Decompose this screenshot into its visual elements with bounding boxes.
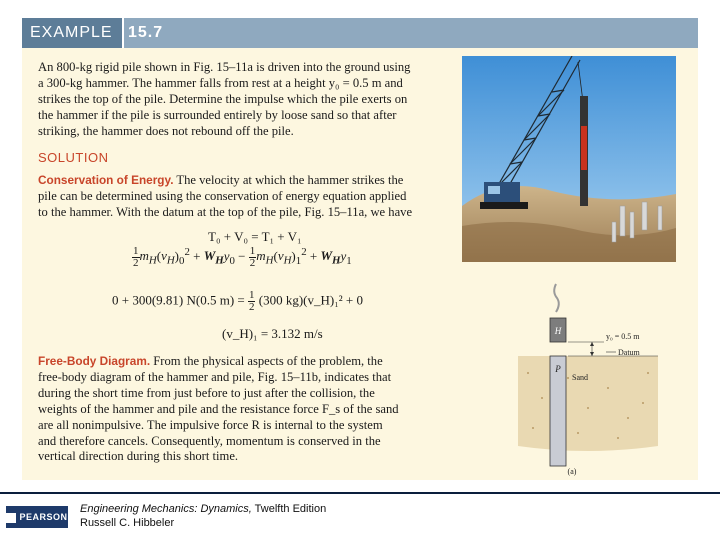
example-label: EXAMPLE (22, 18, 122, 48)
pile-diagram (508, 278, 708, 478)
fbd-line: vertical direction during this short time. (38, 449, 239, 464)
equation-velocity: (v_H)₁ = 3.132 m/s (222, 326, 323, 341)
example-number: 15.7 (124, 18, 698, 48)
pearson-logo-mark (6, 513, 16, 523)
book-title: Engineering Mechanics: Dynamics, (80, 503, 252, 515)
equation-right: (300 kg)(v_H)₁² + 0 (258, 292, 363, 308)
fbd-line: weights of the hammer and pile and the resistance force F_s of the sand (38, 401, 399, 416)
problem-line: striking, the hammer does not rebound off the pile. (38, 123, 294, 138)
publisher-name: PEARSON (19, 512, 68, 522)
fbd-line: and therefore cancels. Consequently, momentum is conserved in the (38, 433, 381, 448)
energy-heading: Conservation of Energy. (38, 173, 174, 187)
energy-line: pile can be determined using the conservation of energy equation applied (38, 188, 407, 203)
sand-label: Sand (572, 373, 588, 382)
hammer-label: H (554, 326, 562, 336)
footer-rule (0, 492, 720, 494)
height-label: y₀ = 0.5 m (606, 332, 640, 341)
fbd-paragraph (38, 354, 458, 465)
figure-caption: (a) (567, 467, 577, 476)
problem-line: the hammer if the pile is surrounded entirely by loose sand so that after (38, 107, 397, 122)
equation-energy-expanded: $\frac{1}{2}$ $m_H(v_H)_0^2 + W_Hy_0$ − $\frac{1}{2}$ $m_H(v_H)_1^2 + W_Hy_1$ (133, 245, 352, 269)
fbd-line: are all nonimpulsive. The impulsive force R is internal to the system (38, 417, 383, 432)
energy-paragraph (38, 173, 458, 221)
footer-citation (80, 502, 326, 530)
problem-line: a 300-kg hammer. The hammer falls from rest at a height y₀ = 0.5 m and (38, 75, 403, 90)
fbd-line: during the short time from just before to just after the collision, the (38, 385, 375, 400)
energy-line: The velocity at which the hammer strikes the (176, 173, 404, 187)
pile-driver-photo (462, 56, 676, 262)
book-author: Russell C. Hibbeler (80, 517, 175, 529)
energy-line: to the hammer. With the datum at the top of the pile, Fig. 15–11a, we have (38, 204, 413, 219)
book-edition: Twelfth Edition (251, 503, 327, 515)
equation-energy-numeric: 0 + 300(9.81) N(0.5 m) = $\frac{1}{2}$ (300 kg)(v_H)₁² + 0 (112, 289, 363, 313)
fbd-line: free-body diagram of the hammer and pile, Fig. 15–11b, indicates that (38, 369, 392, 384)
pile-label: P (555, 364, 561, 374)
fbd-heading: Free-Body Diagram. (38, 354, 151, 368)
problem-statement (38, 60, 458, 140)
solution-heading: SOLUTION (38, 150, 109, 165)
problem-line: strikes the top of the pile. Determine the impulse which the pile exerts on (38, 91, 408, 106)
datum-label: Datum (618, 348, 640, 357)
fbd-line: From the physical aspects of the problem, the (153, 354, 383, 368)
equation-energy: T₀ + V₀ = T₁ + V₁ (208, 229, 302, 244)
pearson-logo (6, 506, 68, 528)
example-header (22, 18, 698, 48)
problem-line: An 800-kg rigid pile shown in Fig. 15–11a is driven into the ground using (38, 60, 411, 74)
equation-left: 0 + 300(9.81) N(0.5 m) = (112, 292, 245, 308)
